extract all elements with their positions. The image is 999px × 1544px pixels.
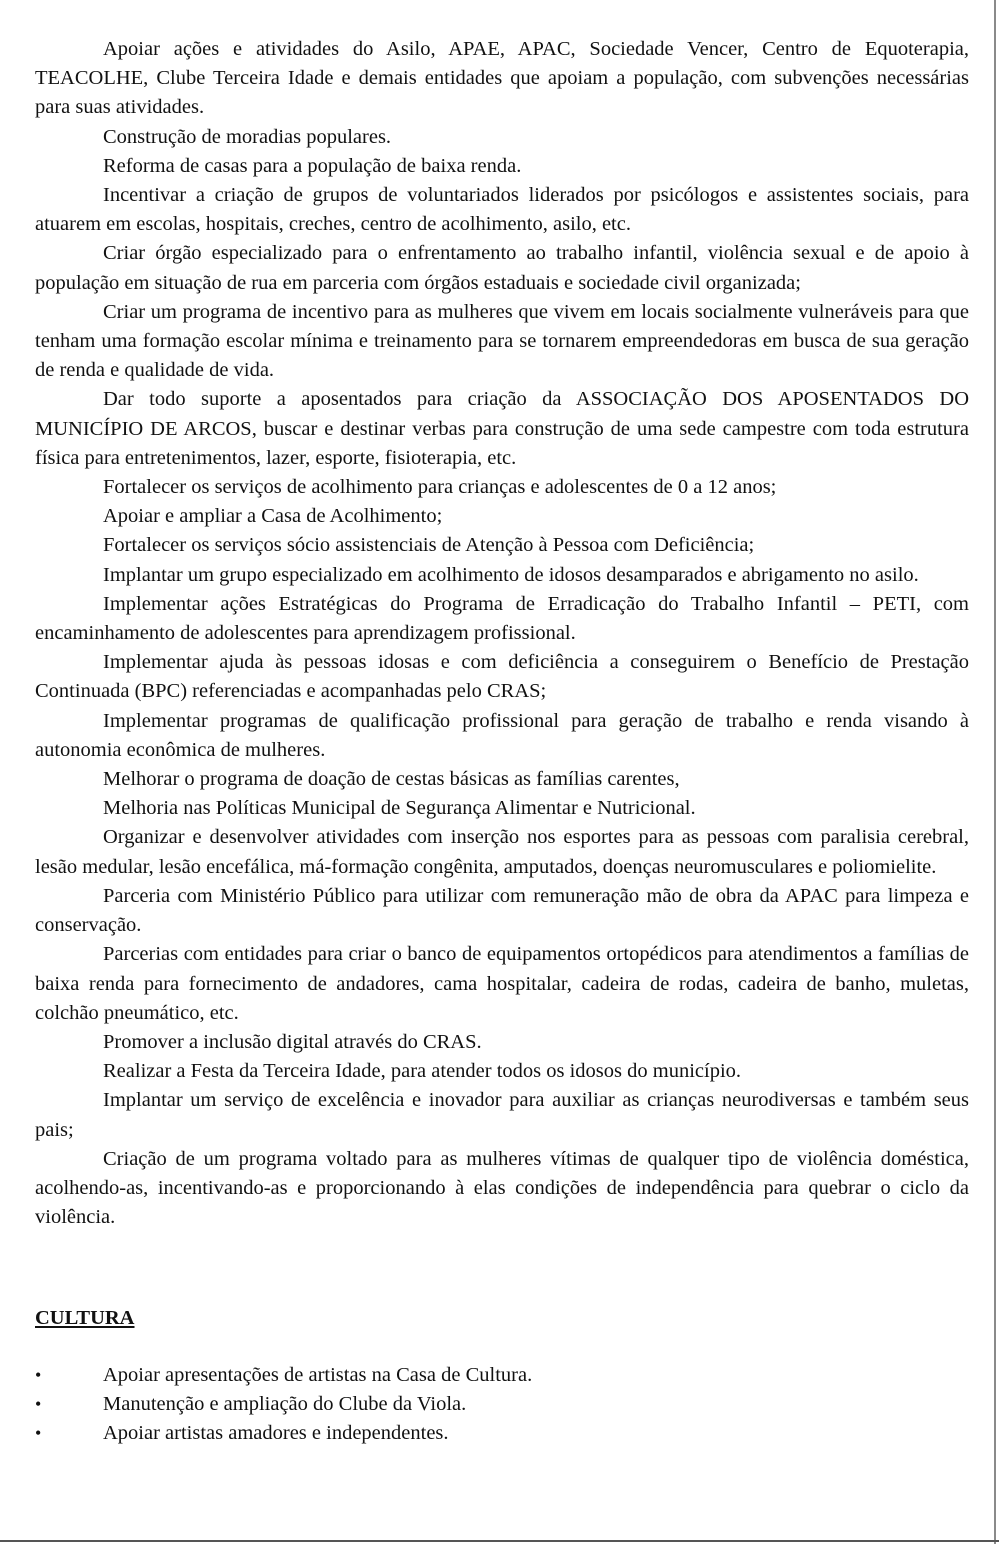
list-item-text: Fortalecer os serviços de acolhimento para crianças e adolescentes de 0 a 12 anos; <box>103 476 777 499</box>
bullet-icon <box>0 590 35 619</box>
list-item <box>35 561 969 590</box>
bullet-icon <box>0 502 35 531</box>
list-item-text: Apoiar ações e atividades do Asilo, APAE, APAC, Sociedade Vencer, Centro de Equoterapia, TEACOLHE, Clube Terceira Idade e demais entidades que apoiam a população, com subvenções necessárias para suas atividades. <box>35 38 969 119</box>
list-item <box>35 123 969 152</box>
list-item <box>35 707 969 765</box>
bullet-icon <box>0 385 35 414</box>
list-item <box>35 1419 969 1448</box>
list-item <box>35 940 969 1028</box>
bullet-icon <box>0 794 35 823</box>
list-item-text: Criação de um programa voltado para as mulheres vítimas de qualquer tipo de violência doméstica, acolhendo-as, incentivando-as e proporcionando à elas condições de independência para quebrar o ciclo da violência. <box>35 1147 969 1229</box>
social-assistance-list <box>35 35 969 1232</box>
bullet-icon <box>0 35 35 64</box>
list-item <box>35 882 969 940</box>
bullet-icon <box>0 765 35 794</box>
bullet-icon <box>0 152 35 181</box>
list-item-text: Criar um programa de incentivo para as mulheres que vivem em locais socialmente vulneráveis para que tenham uma formação escolar mínima e treinamento para se tornarem empreendedoras em busca de sua geração de renda e qualidade de vida. <box>35 300 969 382</box>
bullet-icon <box>0 1145 35 1174</box>
list-item-text: Implantar um grupo especializado em acolhimento de idosos desamparados e abrigamento no asilo. <box>103 563 919 586</box>
list-item-text: Parceria com Ministério Público para utilizar com remuneração mão de obra da APAC para limpeza e conservação. <box>35 884 969 937</box>
list-item <box>35 181 969 239</box>
list-item <box>35 502 969 531</box>
list-item <box>35 590 969 648</box>
bullet-icon <box>0 823 35 852</box>
list-item-text: Melhorar o programa de doação de cestas básicas as famílias carentes, <box>103 768 680 791</box>
list-item-text: Implantar um serviço de excelência e inovador para auxiliar as crianças neurodiversas e também seus pais; <box>35 1089 969 1141</box>
list-item <box>35 1145 969 1233</box>
list-item-text: Construção de moradias populares. <box>103 125 392 148</box>
list-item-text: Organizar e desenvolver atividades com inserção nos esportes para as pessoas com paralisia cerebral, lesão medular, lesão encefálica, má-formação congênita, amputados, doenças neuromusculares e poliomielite. <box>35 826 969 878</box>
bullet-icon: • <box>35 1422 42 1443</box>
list-item <box>35 473 969 502</box>
section-spacer <box>35 1232 969 1304</box>
list-item <box>35 1028 969 1057</box>
bullet-icon <box>0 473 35 502</box>
list-item <box>35 1057 969 1086</box>
list-item-text: Reforma de casas para a população de baixa renda. <box>103 154 522 177</box>
list-item-text: Fortalecer os serviços sócio assistenciais de Atenção à Pessoa com Deficiência; <box>103 534 755 557</box>
bullet-icon <box>0 561 35 590</box>
list-item-text: Implementar ações Estratégicas do Programa de Erradicação do Trabalho Infantil – PETI, com encaminhamento de adolescentes para aprendizagem profissional. <box>35 592 969 645</box>
culture-list <box>35 1361 969 1449</box>
list-item-text: Dar todo suporte a aposentados para criação da ASSOCIAÇÃO DOS APOSENTADOS DO MUNICÍPIO DE ARCOS, buscar e destinar verbas para construção de uma sede campestre com toda estrutura física para entretenimentos, lazer, esporte, fisioterapia, etc. <box>35 388 969 469</box>
bullet-icon <box>0 1057 35 1086</box>
page-bottom-border <box>0 1540 999 1542</box>
list-item-text: Implementar ajuda às pessoas idosas e com deficiência a conseguirem o Benefício de Prestação Continuada (BPC) referenciadas e acompanhadas pelo CRAS; <box>35 651 969 703</box>
bullet-icon <box>0 531 35 560</box>
list-item-text: Manutenção e ampliação do Clube da Viola. <box>103 1392 467 1415</box>
bullet-icon <box>0 298 35 327</box>
list-item-text: Parcerias com entidades para criar o banco de equipamentos ortopédicos para atendimentos a famílias de baixa renda para fornecimento de andadores, cama hospitalar, cadeira de rodas, cadeira de banho, muletas, colchão pneumático, etc. <box>35 943 969 1024</box>
bullet-icon <box>0 707 35 736</box>
list-item-text: Incentivar a criação de grupos de voluntariados liderados por psicólogos e assistentes sociais, para atuarem em escolas, hospitais, creches, centro de acolhimento, asilo, etc. <box>35 184 969 236</box>
page-right-border <box>994 0 996 1544</box>
list-item <box>35 1361 969 1390</box>
list-item-text: Melhoria nas Políticas Municipal de Segurança Alimentar e Nutricional. <box>103 797 696 820</box>
list-item <box>35 239 969 297</box>
bullet-icon <box>0 123 35 152</box>
culture-heading: CULTURA <box>35 1307 135 1330</box>
list-item-text: Apoiar artistas amadores e independentes. <box>103 1421 449 1444</box>
bullet-icon <box>0 181 35 210</box>
bullet-icon <box>0 1086 35 1115</box>
list-item <box>35 152 969 181</box>
bullet-icon <box>0 940 35 969</box>
list-item <box>35 35 969 123</box>
list-item-text: Realizar a Festa da Terceira Idade, para atender todos os idosos do município. <box>103 1060 742 1083</box>
list-item-text: Criar órgão especializado para o enfrentamento ao trabalho infantil, violência sexual e de apoio à população em situação de rua em parceria com órgãos estaduais e sociedade civil organizada; <box>35 242 969 294</box>
list-item <box>35 1390 969 1419</box>
list-item <box>35 823 969 881</box>
list-item <box>35 531 969 560</box>
heading-spacer <box>35 1334 969 1361</box>
bullet-icon <box>0 882 35 911</box>
list-item <box>35 765 969 794</box>
list-item-text: Promover a inclusão digital através do CRAS. <box>103 1030 482 1053</box>
bullet-icon <box>0 1028 35 1057</box>
list-item <box>35 385 969 473</box>
bullet-icon <box>0 648 35 677</box>
list-item-text: Apoiar e ampliar a Casa de Acolhimento; <box>103 505 443 528</box>
bullet-icon: • <box>35 1393 42 1414</box>
list-item <box>35 648 969 706</box>
list-item-text: Apoiar apresentações de artistas na Casa de Cultura. <box>103 1363 533 1386</box>
bullet-icon <box>0 239 35 268</box>
list-item-text: Implementar programas de qualificação profissional para geração de trabalho e renda visando à autonomia econômica de mulheres. <box>35 709 969 761</box>
list-item <box>35 298 969 386</box>
list-item <box>35 794 969 823</box>
bullet-icon: • <box>35 1364 42 1385</box>
list-item <box>35 1086 969 1144</box>
